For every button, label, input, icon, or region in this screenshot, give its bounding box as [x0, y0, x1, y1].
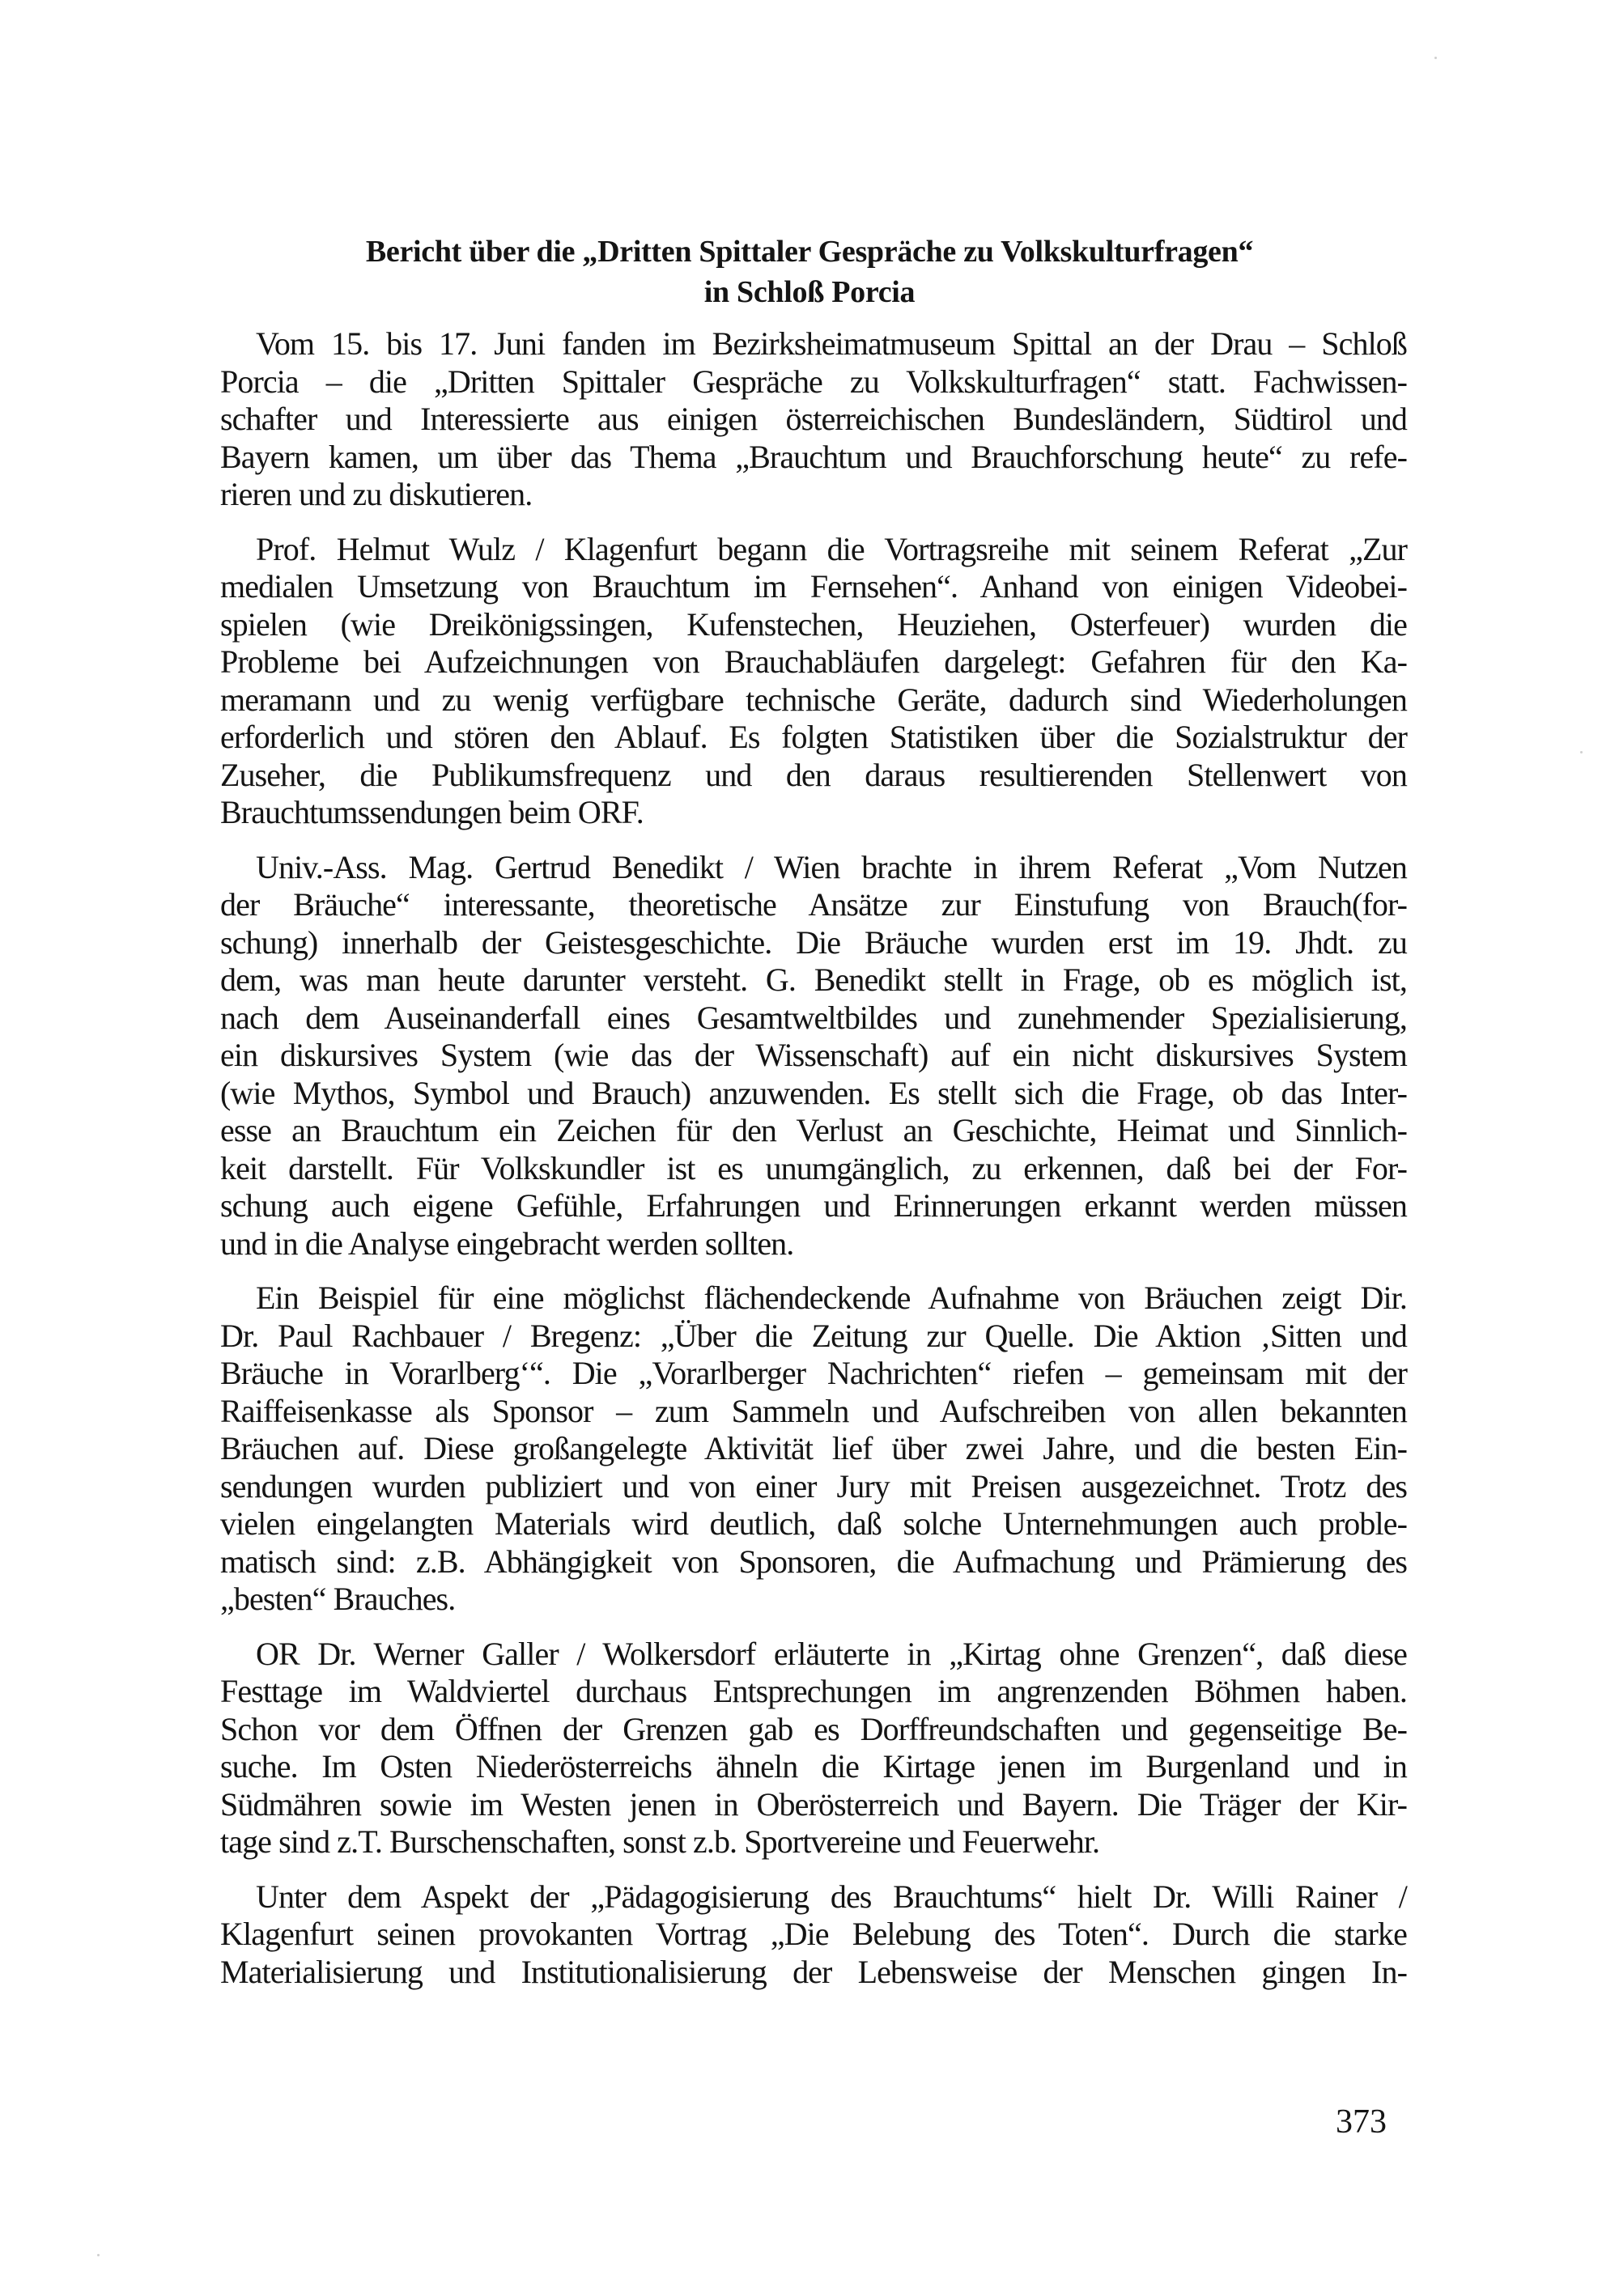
paragraph [220, 1280, 1407, 1619]
text-line: Festtage im Waldviertel durchaus Entsprechungen im angrenzenden Böhmen haben. [220, 1673, 1407, 1709]
text-line: nach dem Auseinanderfall eines Gesamtweltbildes und zunehmender Spezialisierung, [220, 999, 1407, 1036]
text-line: Schon vor dem Öffnen der Grenzen gab es Dorffreundschaften und gegenseitige Be- [220, 1710, 1407, 1747]
text-line: spielen (wie Dreikönigssingen, Kufenstechen, Heuziehen, Osterfeuer) wurden die [220, 605, 1407, 643]
text-line: ein diskursives System (wie das der Wissenschaft) auf ein nicht diskursives System [220, 1037, 1407, 1073]
text-line: Univ.-Ass. Mag. Gertrud Benedikt / Wien brachte in ihrem Referat „Vom Nutzen [256, 848, 1407, 885]
text-line: Unter dem Aspekt der „Pädagogisierung des Brauchtums“ hielt Dr. Willi Rainer / [256, 1878, 1407, 1915]
paragraph [220, 1878, 1407, 1992]
scan-artifact [1434, 57, 1437, 59]
page-number: 373 [1336, 2103, 1387, 2141]
paragraph [220, 531, 1407, 832]
article-body [220, 325, 1407, 2008]
text-line: Südmähren sowie im Westen jenen in Oberösterreich und Bayern. Die Träger der Kir- [220, 1785, 1407, 1823]
title-line-2: in Schloß Porcia [703, 275, 916, 309]
paragraph [220, 849, 1407, 1263]
scan-artifact [97, 2254, 100, 2256]
text-line: Zuseher, die Publikumsfrequenz und den daraus resultierenden Stellenwert von [220, 756, 1407, 793]
text-line: OR Dr. Werner Galler / Wolkersdorf erläuterte in „Kirtag ohne Grenzen“, daß diese [256, 1635, 1407, 1672]
paragraph [220, 1636, 1407, 1861]
text-line: meramann und zu wenig verfügbare technische Geräte, dadurch sind Wiederholungen [220, 681, 1407, 718]
text-line: schafter und Interessierte aus einigen österreichischen Bundesländern, Südtirol und [220, 401, 1407, 437]
text-line: Raiffeisenkasse als Sponsor – zum Sammeln und Aufschreiben von allen bekannten [220, 1392, 1407, 1429]
text-line: Probleme bei Aufzeichnungen von Brauchabläufen dargelegt: Gefahren für den Ka- [220, 643, 1407, 680]
text-line: schung auch eigene Gefühle, Erfahrungen und Erinnerungen erkannt werden müssen [220, 1187, 1407, 1224]
text-line: keit darstellt. Für Volkskundler ist es unumgänglich, zu erkennen, daß bei der For- [220, 1149, 1407, 1186]
text-line: Materialisierung und Institutionalisierung der Lebensweise der Menschen gingen In- [220, 1953, 1407, 1990]
text-line: „besten“ Brauches. [220, 1581, 456, 1617]
text-line: (wie Mythos, Symbol und Brauch) anzuwenden. Es stellt sich die Frage, ob das Inter- [220, 1074, 1407, 1111]
text-line: Bayern kamen, um über das Thema „Brauchtum und Brauchforschung heute“ zu refe- [220, 438, 1407, 475]
text-line: sendungen wurden publiziert und von einer Jury mit Preisen ausgezeichnet. Trotz des [220, 1467, 1407, 1504]
text-line: esse an Brauchtum ein Zeichen für den Verlust an Geschichte, Heimat und Sinnlich- [220, 1112, 1407, 1148]
text-line: Ein Beispiel für eine möglichst flächendeckende Aufnahme von Bräuchen zeigt Dir. [256, 1280, 1407, 1316]
title-line-1: Bericht über die „Dritten Spittaler Gespräche zu Volkskulturfragen“ [365, 235, 1254, 269]
paragraph [220, 325, 1407, 514]
text-line: matisch sind: z.B. Abhängigkeit von Sponsoren, die Aufmachung und Prämierung des [220, 1543, 1407, 1580]
text-line: Brauchtumssendungen beim ORF. [220, 794, 644, 830]
text-line: Porcia – die „Dritten Spittaler Gespräche zu Volkskulturfragen“ statt. Fachwissen- [220, 363, 1407, 400]
page-title [0, 231, 1619, 312]
text-line: vielen eingelangten Materials wird deutlich, daß solche Unternehmungen auch proble- [220, 1505, 1407, 1542]
text-line: schung) innerhalb der Geistesgeschichte. Die Bräuche wurden erst im 19. Jhdt. zu [220, 923, 1407, 961]
text-line: der Bräuche“ interessante, theoretische Ansätze zur Einstufung von Brauch(for- [220, 886, 1407, 923]
text-line: medialen Umsetzung von Brauchtum im Fernsehen“. Anhand von einigen Videobei- [220, 568, 1407, 605]
scan-artifact [1580, 751, 1583, 753]
text-line: dem, was man heute darunter versteht. G. Benedikt stellt in Frage, ob es möglich ist, [220, 961, 1407, 998]
text-line: rieren und zu diskutieren. [220, 476, 533, 512]
text-line: tage sind z.T. Burschenschaften, sonst z.b. Sportvereine und Feuerwehr. [220, 1823, 1100, 1860]
text-line: Bräuchen auf. Diese großangelegte Aktivität lief über zwei Jahre, und die besten Ein- [220, 1430, 1407, 1466]
text-line: suche. Im Osten Niederösterreichs ähneln die Kirtage jenen im Burgenland und in [220, 1748, 1407, 1785]
text-line: Dr. Paul Rachbauer / Bregenz: „Über die Zeitung zur Quelle. Die Aktion ‚Sitten und [220, 1317, 1407, 1354]
text-line: erforderlich und stören den Ablauf. Es folgten Statistiken über die Sozialstruktur der [220, 719, 1407, 755]
text-line: und in die Analyse eingebracht werden sollten. [220, 1224, 794, 1262]
text-line: Prof. Helmut Wulz / Klagenfurt begann die Vortragsreihe mit seinem Referat „Zur [256, 530, 1407, 567]
text-line: Vom 15. bis 17. Juni fanden im Bezirksheimatmuseum Spittal an der Drau – Schloß [256, 325, 1407, 362]
text-line: Klagenfurt seinen provokanten Vortrag „Die Belebung des Toten“. Durch die starke [220, 1916, 1407, 1952]
text-line: Bräuche in Vorarlberg‘“. Die „Vorarlberger Nachrichten“ riefen – gemeinsam mit der [220, 1355, 1407, 1391]
